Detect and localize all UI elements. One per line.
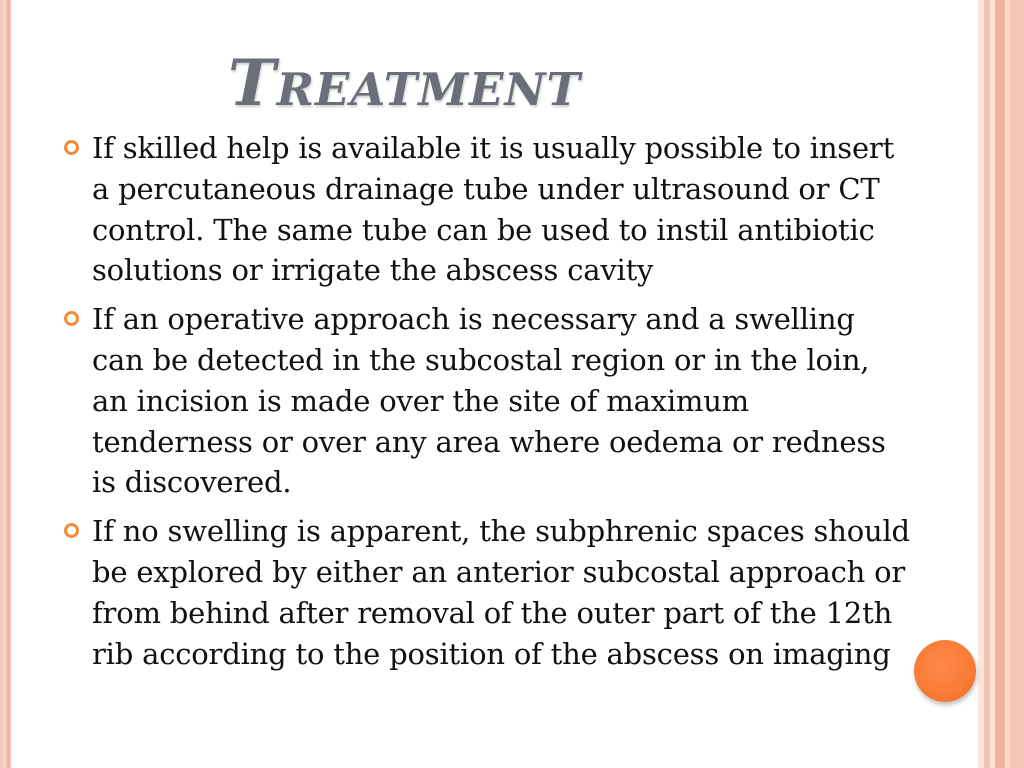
bullet-item [62, 128, 912, 291]
bullet-list [62, 128, 912, 682]
bullet-item [62, 511, 912, 674]
slide-title: Treatment [228, 46, 581, 121]
hollow-circle-bullet-icon [64, 140, 79, 155]
bullet-text: If an operative approach is necessary and a swelling can be detected in the subcostal region or in the loin, an incision is made over the site of maximum tenderness or over any area where oedema or redness is discovered. [92, 302, 886, 500]
bullet-text: If no swelling is apparent, the subphrenic spaces should be explored by either an anterior subcostal approach or from behind after removal of the outer part of the 12th rib according to the position of the abscess on imaging [92, 514, 910, 671]
hollow-circle-bullet-icon [64, 311, 79, 326]
right-decorative-stripe [995, 0, 1005, 768]
bullet-item [62, 299, 912, 503]
orange-circle-decoration-icon [914, 640, 976, 702]
right-decorative-stripe [1010, 0, 1024, 768]
left-decorative-stripe [0, 0, 11, 768]
hollow-circle-bullet-icon [64, 523, 79, 538]
bullet-text: If skilled help is available it is usually possible to insert a percutaneous drainage tube under ultrasound or CT control. The same tube can be used to instil antibiotic solutions or irrigate the abscess cavity [92, 131, 895, 288]
